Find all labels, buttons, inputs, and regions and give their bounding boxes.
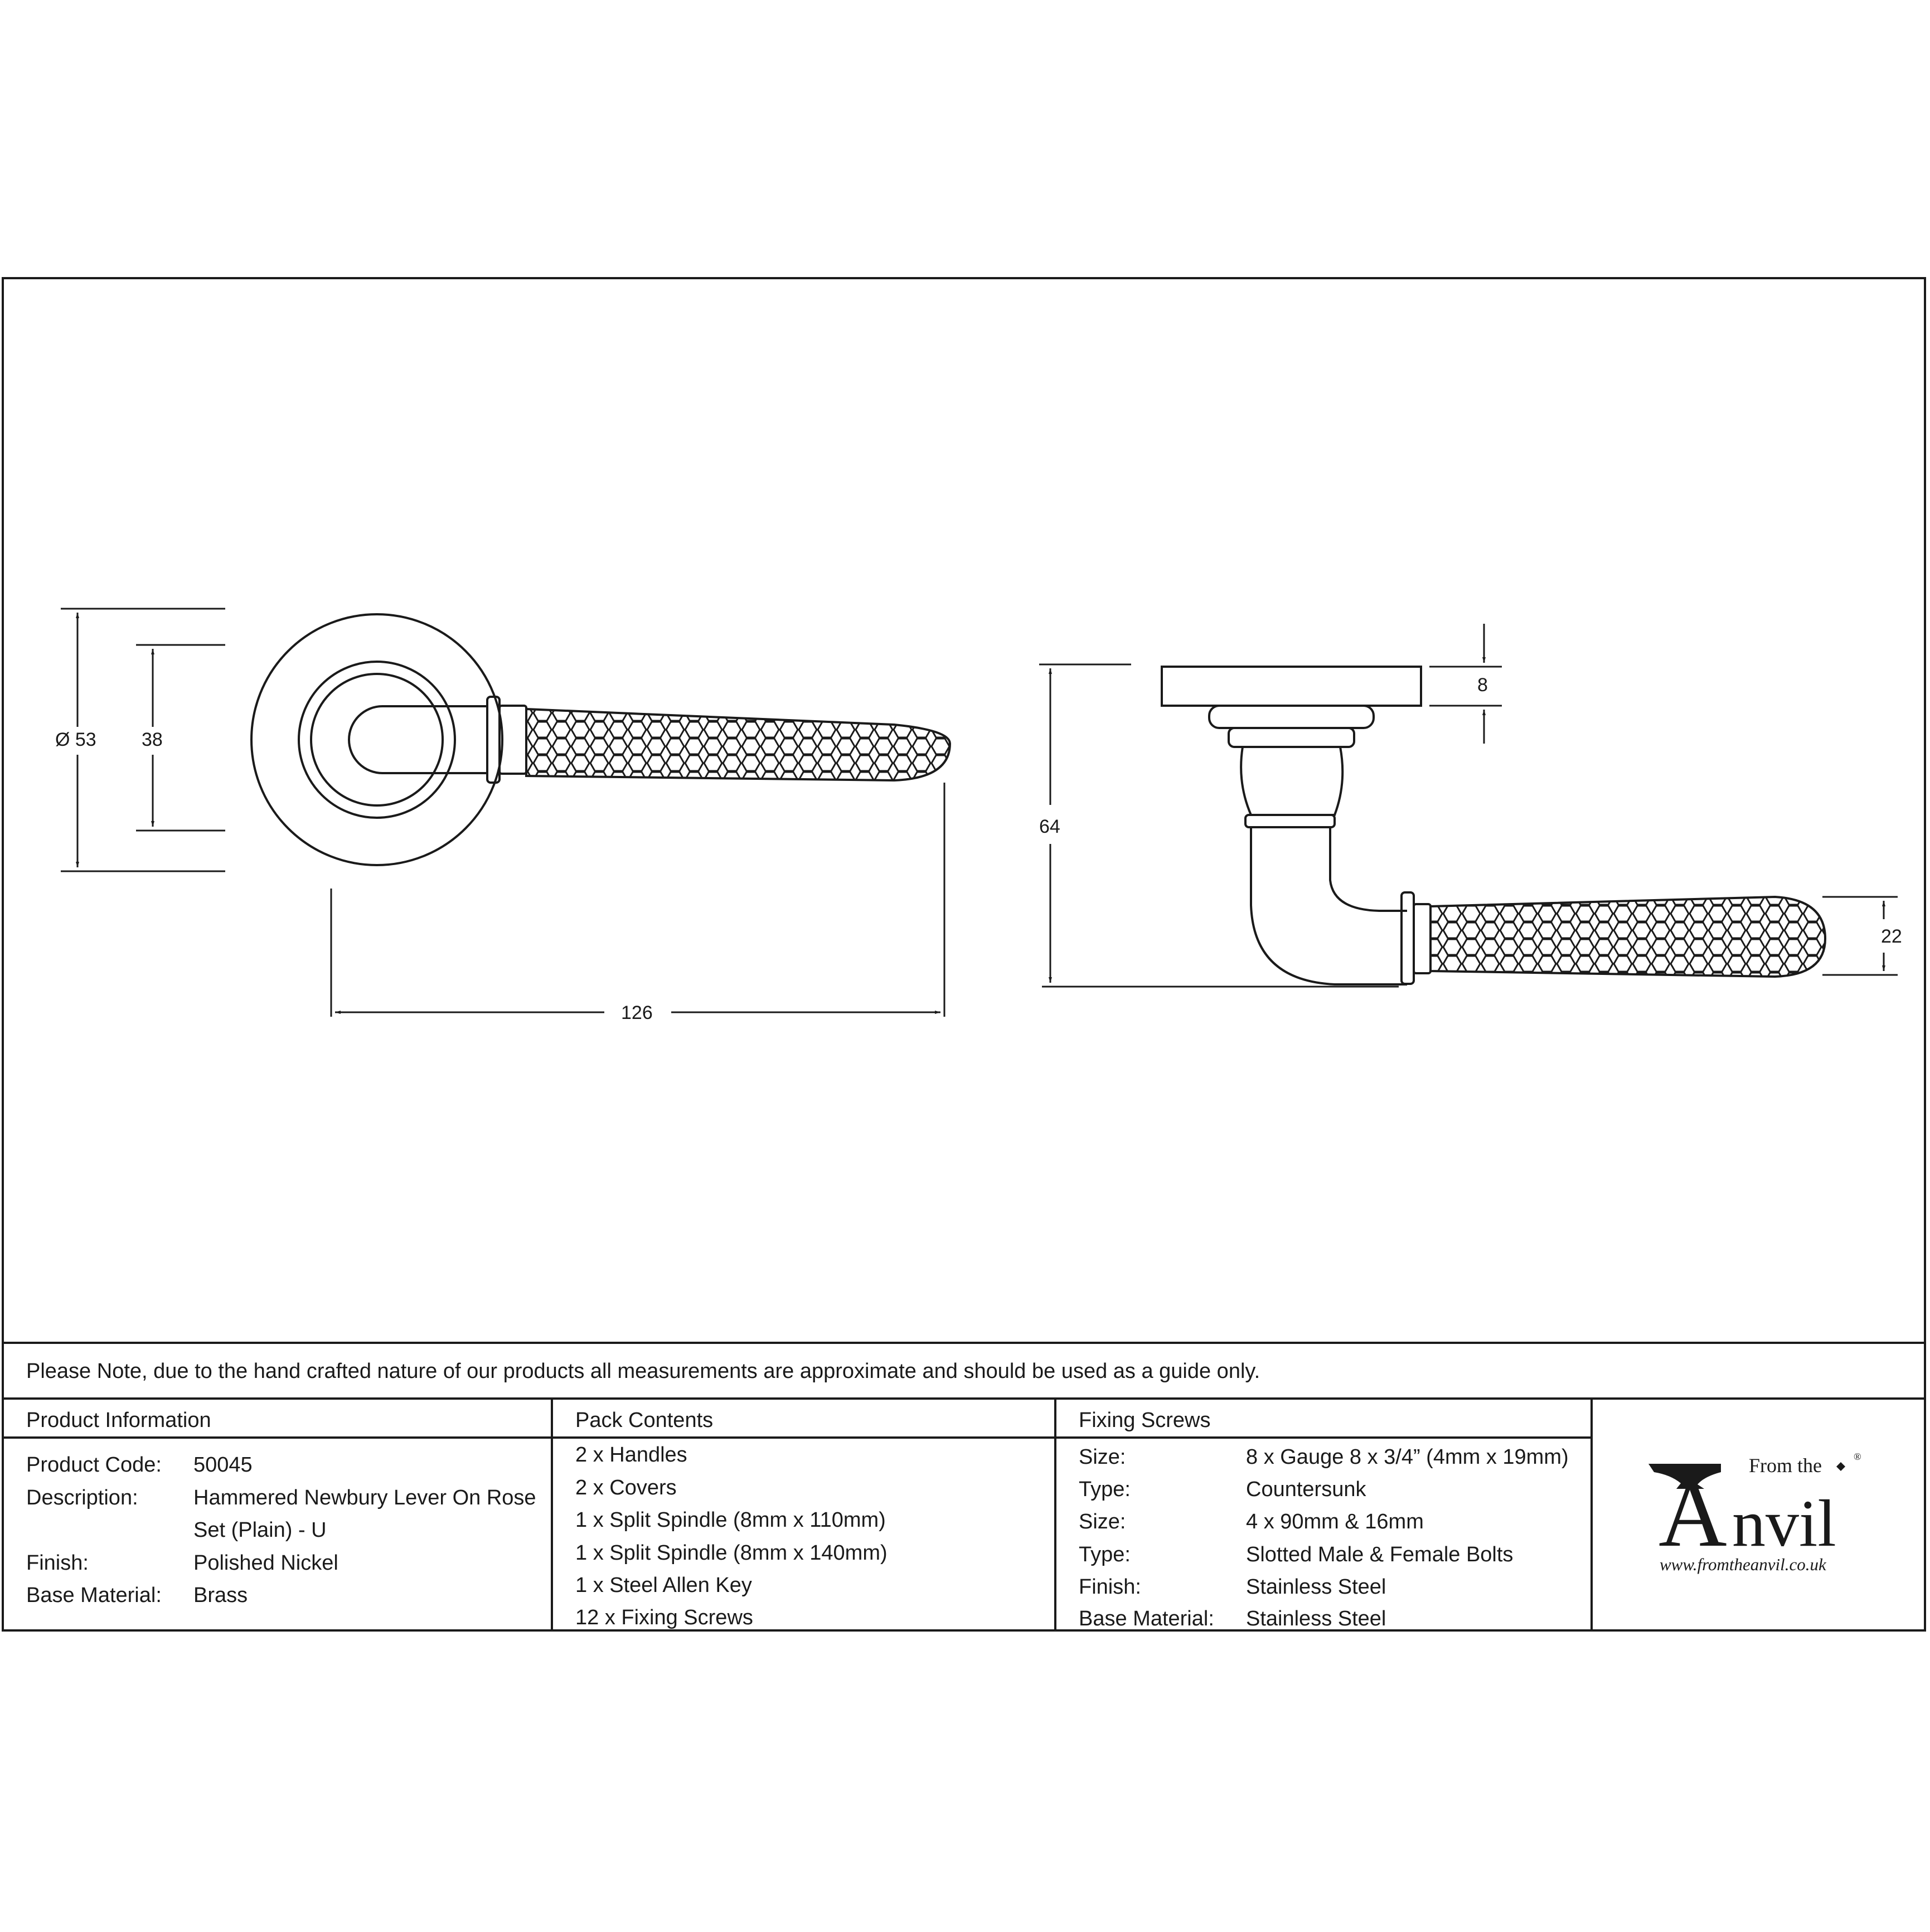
rose-step-1: [1209, 706, 1374, 728]
finish-value: Polished Nickel: [193, 1551, 338, 1575]
screw-value: Stainless Steel: [1246, 1607, 1386, 1630]
lever-grip-side: [1430, 897, 1825, 977]
logo-registered: ®: [1854, 1451, 1861, 1462]
technical-drawing: [4, 279, 1924, 1342]
side-view: [1162, 667, 1825, 984]
description-label: Description:: [26, 1486, 138, 1509]
fixing-screws-header: [1056, 1400, 1590, 1439]
logo-diamond: [1836, 1462, 1845, 1471]
side-collar-inner: [1414, 904, 1430, 973]
screw-label: Type:: [1079, 1478, 1131, 1501]
lever-neck: [349, 706, 468, 773]
pack-item: 1 x Steel Allen Key: [575, 1574, 752, 1597]
logo-panel: [1593, 1400, 1926, 1629]
fixing-screws-panel: [1056, 1400, 1593, 1629]
rose-band: [1245, 815, 1335, 827]
rose-ring-2: [311, 674, 443, 805]
screw-label: Base Material:: [1079, 1607, 1214, 1630]
dim-grip-width: 22: [1881, 926, 1902, 947]
drawing-sheet: [2, 277, 1926, 1632]
pack-contents-panel: [553, 1400, 1056, 1629]
screw-value: Slotted Male & Female Bolts: [1246, 1543, 1514, 1566]
screw-label: Size:: [1079, 1445, 1126, 1469]
lever-grip-front: [526, 709, 950, 780]
screw-value: Stainless Steel: [1246, 1575, 1386, 1599]
pack-item: 12 x Fixing Screws: [575, 1606, 753, 1629]
screw-value: 8 x Gauge 8 x 3/4” (4mm x 19mm): [1246, 1445, 1569, 1469]
screw-value: 4 x 90mm & 16mm: [1246, 1510, 1424, 1533]
logo-brand-initial: A: [1659, 1462, 1727, 1566]
base-material-label: Base Material:: [26, 1584, 162, 1607]
measurement-note-row: [4, 1342, 1924, 1400]
logo-brand-rest: nvil: [1732, 1486, 1836, 1560]
dim-inner-rose: 38: [142, 729, 163, 750]
pack-item: 1 x Split Spindle (8mm x 110mm): [575, 1508, 886, 1532]
screw-label: Finish:: [1079, 1575, 1141, 1599]
dim-projection: 64: [1039, 816, 1060, 837]
measurement-note: Please Note, due to the hand crafted nature of our products all measurements are approximate and should be used as a guide only.: [26, 1360, 1260, 1383]
description-value-cont: Set (Plain) - U: [193, 1518, 327, 1542]
screw-label: Type:: [1079, 1543, 1131, 1566]
front-dimensions: [61, 609, 944, 1017]
product-information-title: Product Information: [26, 1409, 211, 1432]
spindle-elbow: [1251, 827, 1407, 984]
rose-outer: [251, 614, 502, 865]
pack-item: 2 x Handles: [575, 1443, 687, 1467]
side-collar: [1402, 892, 1414, 984]
dim-lever-length: 126: [621, 1002, 653, 1023]
screw-label: Size:: [1079, 1510, 1126, 1533]
dim-rose-thickness: 8: [1477, 674, 1488, 696]
front-view: [251, 614, 950, 865]
pack-contents-header: [553, 1400, 1054, 1439]
product-code-label: Product Code:: [26, 1453, 162, 1477]
rose-side: [1162, 667, 1421, 706]
pack-contents-title: Pack Contents: [575, 1409, 714, 1432]
product-code-value: 50045: [193, 1453, 253, 1477]
rose-step-2: [1229, 728, 1354, 747]
logo-url: www.fromtheanvil.co.uk: [1660, 1555, 1826, 1574]
logo-from-the: From the: [1749, 1454, 1822, 1477]
description-value: Hammered Newbury Lever On Rose: [193, 1486, 536, 1509]
rose-ring-1: [299, 662, 455, 818]
dim-rose-diameter: Ø 53: [55, 729, 96, 750]
rose-neck: [1241, 747, 1342, 815]
screw-value: Countersunk: [1246, 1478, 1366, 1501]
pack-item: 2 x Covers: [575, 1476, 677, 1499]
from-the-anvil-logo: [1593, 1400, 1926, 1629]
finish-label: Finish:: [26, 1551, 89, 1575]
product-information-panel: [4, 1400, 553, 1629]
lever-collar-inner: [500, 706, 526, 774]
fixing-screws-title: Fixing Screws: [1079, 1409, 1211, 1432]
product-information-header: [4, 1400, 551, 1439]
pack-item: 1 x Split Spindle (8mm x 140mm): [575, 1541, 888, 1565]
base-material-value: Brass: [193, 1584, 248, 1607]
